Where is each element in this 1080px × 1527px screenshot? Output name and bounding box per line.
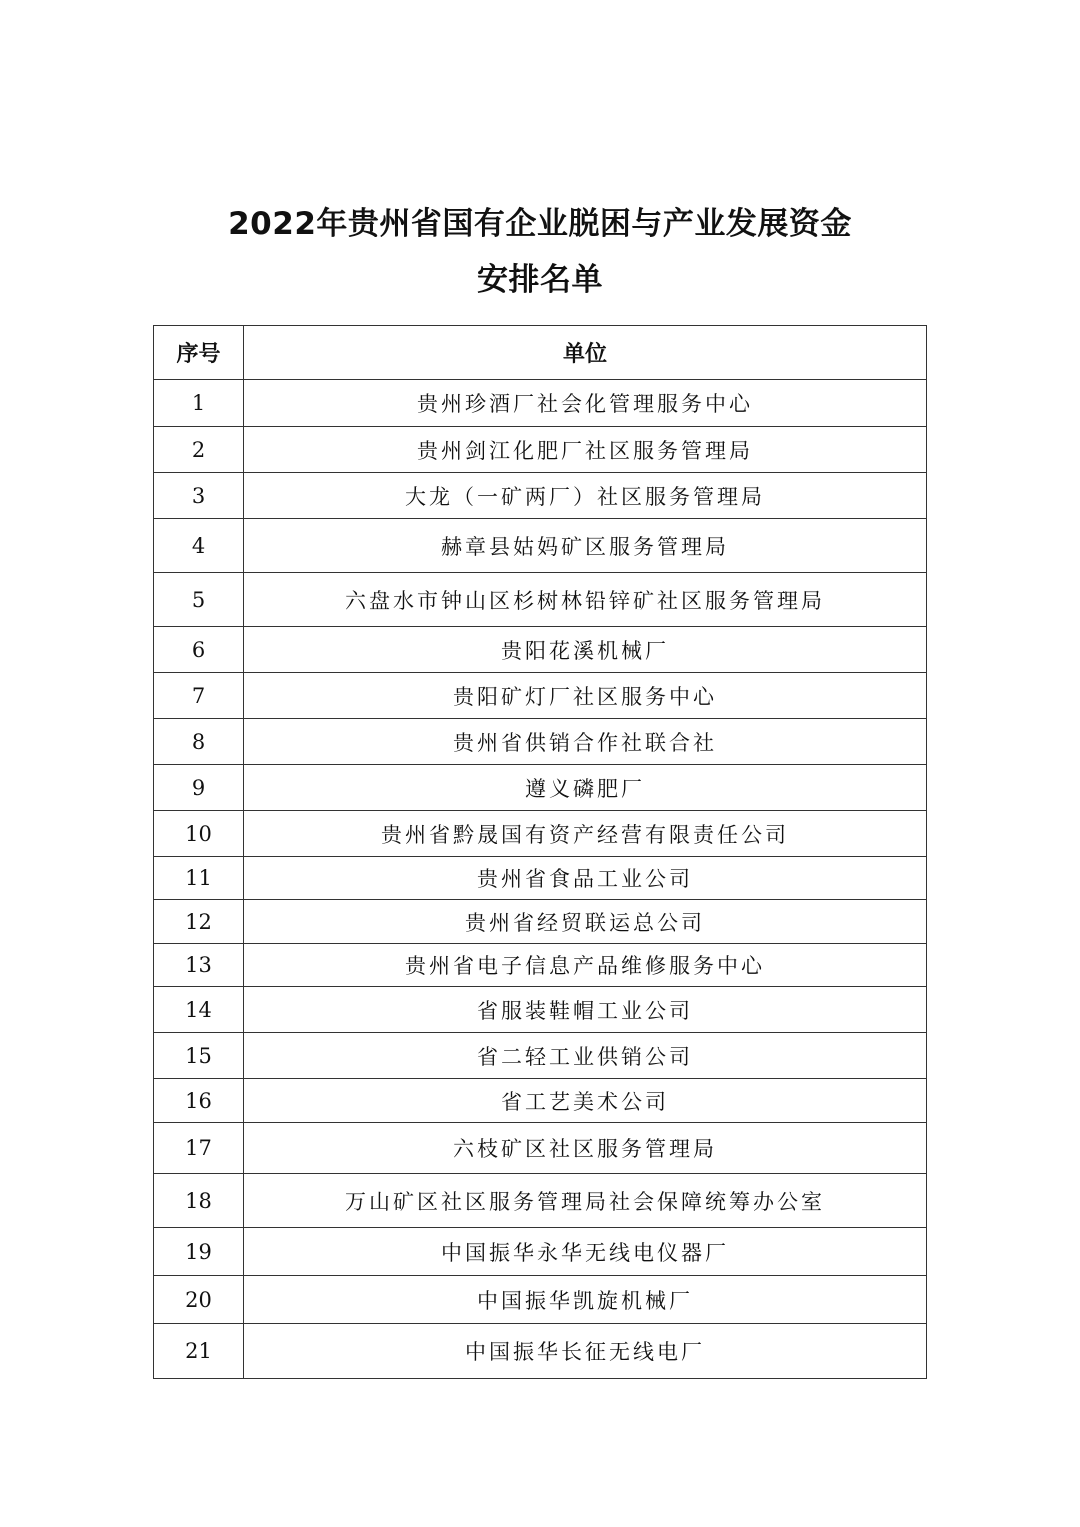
serial-number-cell: 20 — [154, 1276, 244, 1324]
table-row — [154, 1228, 927, 1276]
serial-number-cell: 21 — [154, 1324, 244, 1379]
unit-name-cell: 省服装鞋帽工业公司 — [244, 987, 927, 1033]
serial-number-cell: 3 — [154, 473, 244, 519]
table-row — [154, 1174, 927, 1228]
unit-name-cell: 贵阳花溪机械厂 — [244, 627, 927, 673]
unit-name-cell: 贵州省经贸联运总公司 — [244, 900, 927, 944]
table-row — [154, 719, 927, 765]
unit-name-cell: 省二轻工业供销公司 — [244, 1033, 927, 1079]
serial-number-cell: 13 — [154, 944, 244, 987]
unit-name-cell: 贵州省黔晟国有资产经营有限责任公司 — [244, 811, 927, 857]
unit-name-cell: 贵州省食品工业公司 — [244, 857, 927, 900]
serial-number-cell: 19 — [154, 1228, 244, 1276]
serial-number-cell: 10 — [154, 811, 244, 857]
unit-name-cell: 六盘水市钟山区杉树林铅锌矿社区服务管理局 — [244, 573, 927, 627]
table-row — [154, 627, 927, 673]
unit-name-cell: 赫章县姑妈矿区服务管理局 — [244, 519, 927, 573]
table-row — [154, 944, 927, 987]
table-row — [154, 380, 927, 427]
table-row — [154, 1324, 927, 1379]
serial-number-cell: 6 — [154, 627, 244, 673]
table-body — [154, 380, 927, 1379]
unit-name-cell: 六枝矿区社区服务管理局 — [244, 1123, 927, 1174]
unit-name-cell: 贵州珍酒厂社会化管理服务中心 — [244, 380, 927, 427]
unit-name-cell: 省工艺美术公司 — [244, 1079, 927, 1123]
unit-name-cell: 万山矿区社区服务管理局社会保障统筹办公室 — [244, 1174, 927, 1228]
allocation-table — [153, 325, 927, 1379]
table-row — [154, 987, 927, 1033]
serial-number-cell: 9 — [154, 765, 244, 811]
serial-number-cell: 17 — [154, 1123, 244, 1174]
document-title: 2022年贵州省国有企业脱困与产业发展资金 — [228, 206, 852, 242]
table-row — [154, 673, 927, 719]
unit-name-cell: 中国振华凯旋机械厂 — [244, 1276, 927, 1324]
table-row — [154, 811, 927, 857]
unit-name-cell: 贵州剑江化肥厂社区服务管理局 — [244, 427, 927, 473]
header-unit: 单位 — [244, 326, 927, 380]
unit-name-cell: 中国振华长征无线电厂 — [244, 1324, 927, 1379]
serial-number-cell: 12 — [154, 900, 244, 944]
document-subtitle: 安排名单 — [477, 262, 603, 298]
table-row — [154, 1079, 927, 1123]
unit-name-cell: 贵阳矿灯厂社区服务中心 — [244, 673, 927, 719]
serial-number-cell: 7 — [154, 673, 244, 719]
unit-name-cell: 大龙（一矿两厂）社区服务管理局 — [244, 473, 927, 519]
table-header-row — [154, 326, 927, 380]
serial-number-cell: 16 — [154, 1079, 244, 1123]
unit-name-cell: 中国振华永华无线电仪器厂 — [244, 1228, 927, 1276]
serial-number-cell: 2 — [154, 427, 244, 473]
serial-number-cell: 14 — [154, 987, 244, 1033]
header-serial-number: 序号 — [154, 326, 244, 380]
table-row — [154, 1033, 927, 1079]
table-row — [154, 519, 927, 573]
table-row — [154, 1276, 927, 1324]
serial-number-cell: 18 — [154, 1174, 244, 1228]
unit-name-cell: 贵州省电子信息产品维修服务中心 — [244, 944, 927, 987]
serial-number-cell: 11 — [154, 857, 244, 900]
serial-number-cell: 5 — [154, 573, 244, 627]
table-row — [154, 765, 927, 811]
table-row — [154, 573, 927, 627]
table-row — [154, 473, 927, 519]
table-row — [154, 1123, 927, 1174]
table-row — [154, 857, 927, 900]
serial-number-cell: 1 — [154, 380, 244, 427]
table-row — [154, 427, 927, 473]
unit-name-cell: 贵州省供销合作社联合社 — [244, 719, 927, 765]
table-row — [154, 900, 927, 944]
serial-number-cell: 8 — [154, 719, 244, 765]
serial-number-cell: 4 — [154, 519, 244, 573]
serial-number-cell: 15 — [154, 1033, 244, 1079]
unit-name-cell: 遵义磷肥厂 — [244, 765, 927, 811]
